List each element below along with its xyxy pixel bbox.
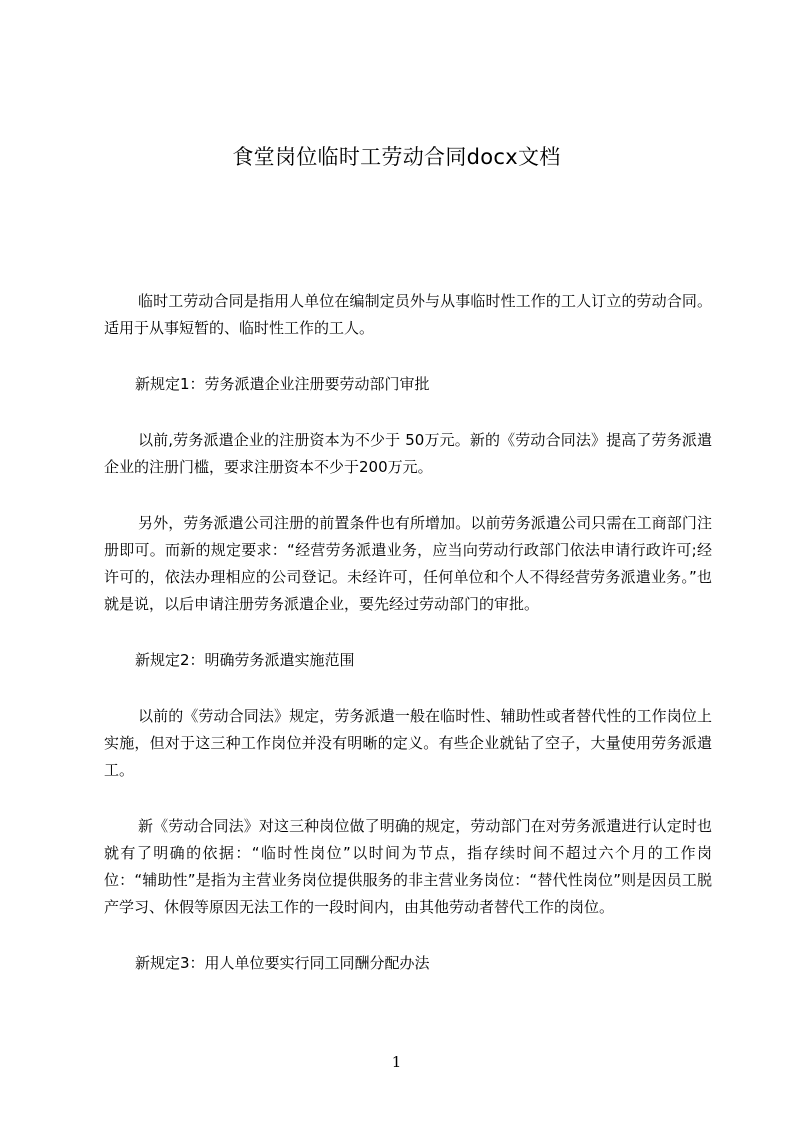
section-heading: 新规定3：用人单位要实行同工同酬分配办法: [135, 954, 430, 972]
body-paragraph: 另外，劳务派遣公司注册的前置条件也有所增加。以前劳务派遣公司只需在工商部门注册即可。而新的规定要求：“经营劳务派遣业务，应当向劳动行政部门依法申请行政许可;经许可的，依法办理相应的公司登记。未经许可，任何单位和个人不得经营劳务派遣业务。”也就是说，以后申请注册劳务派遣企业，要先经过劳动部门的审批。: [104, 514, 712, 613]
page-number: 1: [391, 1053, 402, 1071]
body-paragraph: 以前的《劳动合同法》规定，劳务派遣一般在临时性、辅助性或者替代性的工作岗位上实施，但对于这三种工作岗位并没有明晰的定义。有些企业就钻了空子，大量使用劳务派遣工。: [104, 707, 712, 779]
section-heading: 新规定2：明确劳务派遣实施范围: [135, 651, 355, 669]
body-paragraph: 临时工劳动合同是指用人单位在编制定员外与从事临时性工作的工人订立的劳动合同。适用于从事短暂的、临时性工作的工人。: [104, 292, 712, 337]
body-paragraph: 新《劳动合同法》对这三种岗位做了明确的规定，劳动部门在对劳务派遣进行认定时也就有了明确的依据：“临时性岗位”以时间为节点，指存续时间不超过六个月的工作岗位：“辅助性”是指为主营业务岗位提供服务的非主营业务岗位：“替代性岗位”则是因员工脱产学习、休假等原因无法工作的一段时间内，由其他劳动者替代工作的岗位。: [104, 817, 712, 916]
body-paragraph: 以前,劳务派遣企业的注册资本为不少于 50万元。新的《劳动合同法》提高了劳务派遣企业的注册门槛，要求注册资本不少于200万元。: [104, 431, 712, 476]
section-heading: 新规定1：劳务派遣企业注册要劳动部门审批: [135, 375, 430, 393]
document-title: 食堂岗位临时工劳动合同docx文档: [232, 145, 561, 169]
document-body: [104, 288, 712, 1006]
